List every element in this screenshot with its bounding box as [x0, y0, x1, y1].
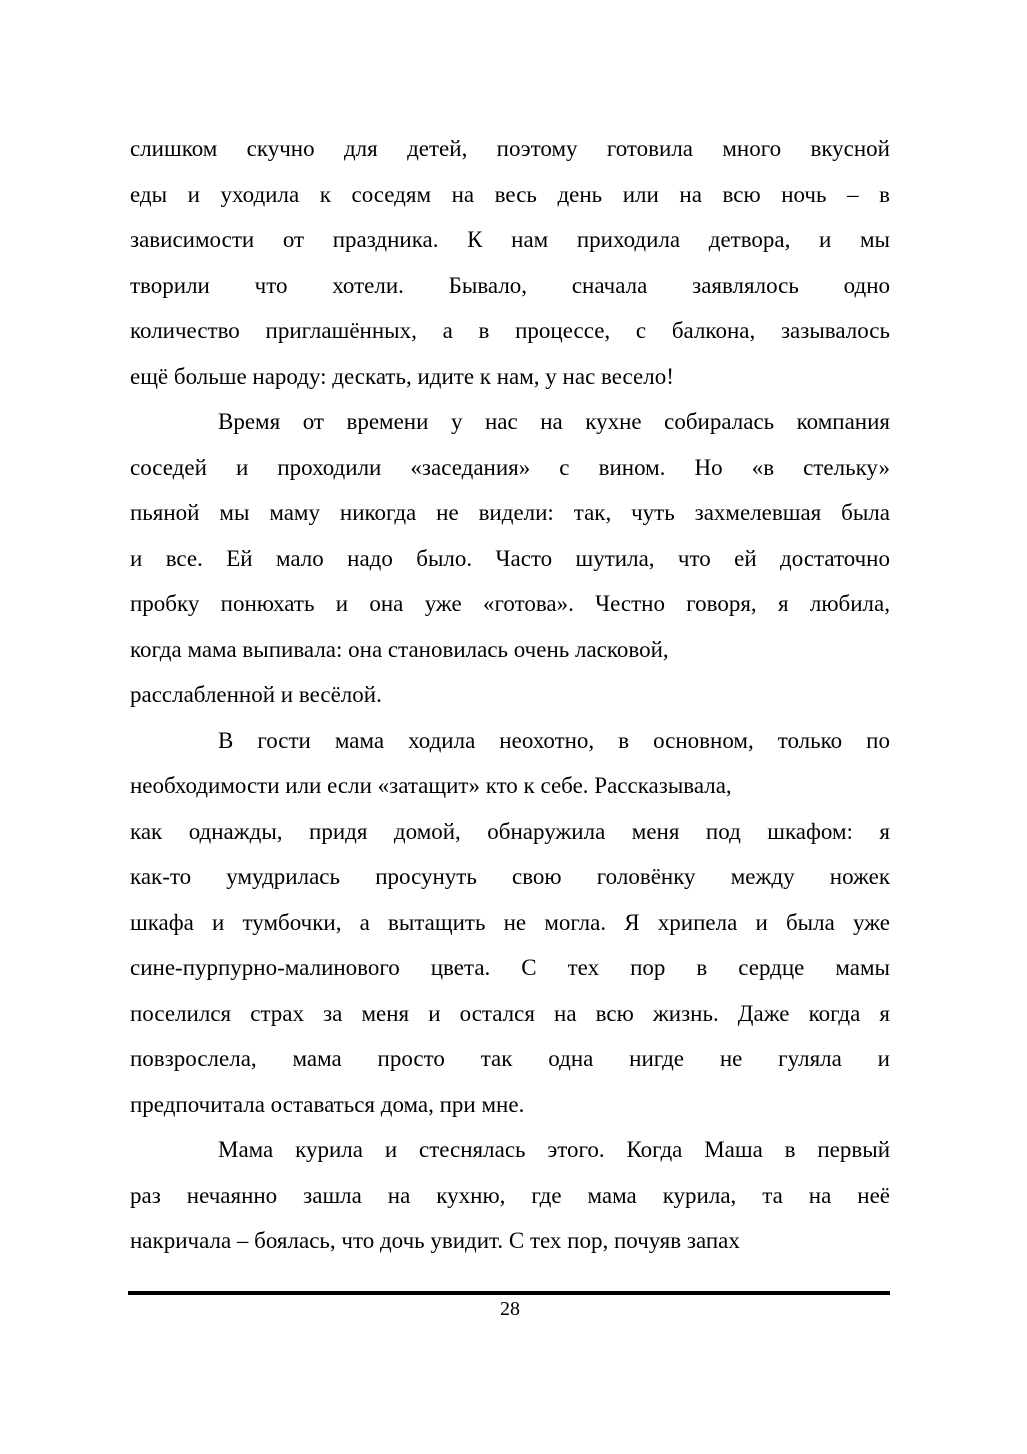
text-line: накричала – боялась, что дочь увидит. С тех пор, почуяв запах: [130, 1228, 740, 1253]
text-line: поселился страх за меня и остался на всю жизнь. Даже когда я: [130, 1000, 890, 1026]
text-line: зависимости от праздника. К нам приходила детвора, и мы: [130, 227, 890, 252]
text-line: еды и уходила к соседям на весь день или на всю ночь – в: [130, 181, 890, 207]
text-line: слишком скучно для детей, поэтому готовила много вкусной: [130, 136, 890, 161]
text-line: соседей и проходили «заседания» с вином. Но «в стельку»: [130, 454, 890, 480]
body-text: [130, 126, 890, 1264]
text-line: количество приглашённых, а в процессе, с балкона, зазывалось: [130, 318, 890, 343]
text-line: В гости мама ходила неохотно, в основном, только по: [218, 727, 890, 753]
text-line: Время от времени у нас на кухне собиралась компания: [218, 409, 890, 434]
text-line: ещё больше народу: дескать, идите к нам, у нас весело!: [130, 363, 674, 389]
page-number: 28: [500, 1298, 520, 1320]
text-line: как-то умудрилась просунуть свою головёнку между ножек: [130, 864, 890, 889]
text-line: Мама курила и стеснялась этого. Когда Маша в первый: [218, 1137, 890, 1162]
text-line: необходимости или если «затащит» кто к себе. Рассказывала,: [130, 773, 732, 798]
text-line: расслабленной и весёлой.: [130, 682, 382, 707]
text-line: сине-пурпурно-малинового цвета. С тех пор в сердце мамы: [130, 955, 890, 980]
text-line: шкафа и тумбочки, а вытащить не могла. Я хрипела и была уже: [130, 909, 890, 935]
text-line: раз нечаянно зашла на кухню, где мама курила, та на неё: [130, 1182, 890, 1208]
text-line: как однажды, придя домой, обнаружила меня под шкафом: я: [130, 818, 890, 844]
text-line: предпочитала оставаться дома, при мне.: [130, 1091, 525, 1117]
text-line: творили что хотели. Бывало, сначала заявлялось одно: [130, 272, 890, 298]
text-line: и все. Ей мало надо было. Часто шутила, что ей достаточно: [130, 545, 890, 571]
text-line: повзрослела, мама просто так одна нигде не гуляла и: [130, 1046, 890, 1071]
footer-divider: [128, 1291, 890, 1295]
text-line: пьяной мы маму никогда не видели: так, чуть захмелевшая была: [130, 500, 890, 525]
text-line: пробку понюхать и она уже «готова». Честно говоря, я любила,: [130, 591, 890, 616]
text-line: когда мама выпивала: она становилась очень ласковой,: [130, 636, 669, 662]
